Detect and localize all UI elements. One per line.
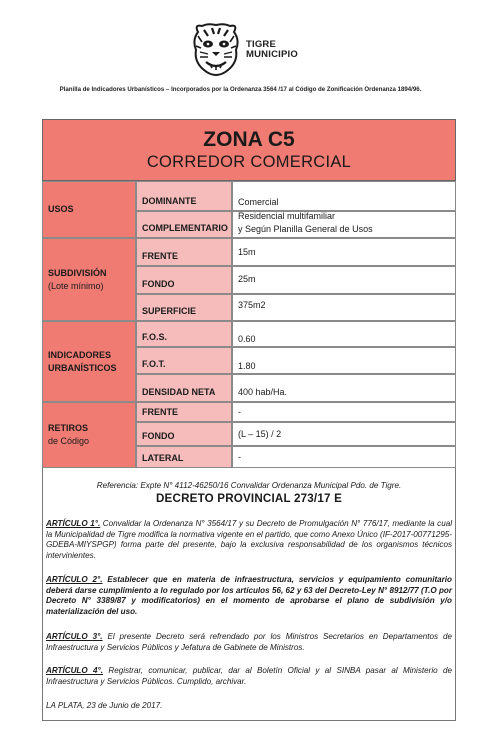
referencia-text: Referencia: Expte N° 4112-46250/16 Convalidar Ordenanza Municipal Pdo. de Tigre. [96, 481, 402, 490]
complementario-line-1: Residencial multifamiliar [238, 211, 336, 221]
group-label: INDICADORES [48, 349, 112, 360]
articulo-4-text: Registrar, comunicar, publicar, dar al Boletín Oficial y al SINBA pasar al Ministerio de Infraestructura y Servicios Públicos. Cumplido, archivar. [46, 666, 452, 686]
articulo-4 [46, 666, 452, 687]
zone-subtitle: CORREDOR COMERCIAL [146, 153, 352, 171]
zone-banner [42, 119, 456, 181]
articulo-1-head: ARTÍCULO 1°. [46, 519, 101, 528]
row-label-superficie: SUPERFICIE [136, 294, 232, 321]
row-value-retiro-lateral: - [232, 446, 456, 468]
row-value-fot: 1.80 [232, 347, 456, 374]
document-header [0, 0, 481, 82]
firma-fecha: LA PLATA, 23 de Junio de 2017. [46, 701, 163, 710]
row-value-superficie: 375m2 [232, 294, 456, 321]
municipality-line-1: TIGRE [246, 39, 277, 50]
group-label-2: URBANÍSTICOS [48, 362, 117, 373]
row-value-fos: 0.60 [232, 321, 456, 347]
group-retiros [42, 402, 136, 468]
row-label-retiro-lateral: LATERAL [136, 446, 232, 468]
tiger-logo-icon [190, 22, 242, 76]
row-label-fos: F.O.S. [136, 321, 232, 347]
group-label: RETIROS [48, 423, 89, 433]
articulo-2 [46, 575, 452, 617]
row-label-retiro-fondo: FONDO [136, 422, 232, 446]
articulo-3-text: El presente Decreto será refrendado por los Ministros Secretarios en Departamentos de Infraestructura y Servicios Públicos y Jefatura de Gabinete de Ministros. [46, 632, 452, 652]
articulo-3-head: ARTÍCULO 3°. [46, 632, 103, 641]
articulo-2-head: ARTÍCULO 2°. [46, 575, 103, 584]
zone-title: ZONA C5 [203, 128, 295, 151]
row-value-retiro-fondo: (L – 15) / 2 [232, 422, 456, 446]
municipality-line-2: MUNICIPIO [246, 49, 298, 60]
row-value-densidad: 400 hab/Ha. [232, 374, 456, 402]
group-label: USOS [48, 204, 74, 214]
row-value-complementario [232, 211, 456, 238]
articulo-2-text: Establecer que en materia de infraestructura, servicios y equipamiento comunitario deberá darse cumplimiento a lo regulado por los artículos 56, 62 y 63 del Decreto-Ley N° 8912/77 (T.O por Decreto N° 3389/87 y modificatorios) en el momento de aprobarse el plano de subdivisión y/o materialización del uso. [46, 575, 453, 616]
articulo-3 [46, 632, 452, 653]
group-subdivision [42, 238, 136, 321]
row-label-dominante: DOMINANTE [136, 181, 232, 211]
row-label-retiro-frente: FRENTE [136, 402, 232, 422]
row-label-fot: F.O.T. [136, 347, 232, 374]
row-value-dominante: Comercial [232, 181, 456, 211]
group-sublabel: (Lote mínimo) [48, 280, 104, 291]
row-value-frente: 15m [232, 238, 456, 266]
decreto-title: DECRETO PROVINCIAL 273/17 E [155, 492, 343, 505]
group-sublabel: de Código [48, 436, 90, 446]
complementario-line-2: y Según Planilla General de Usos [238, 224, 373, 234]
row-label-densidad: DENSIDAD NETA [136, 374, 232, 402]
group-indicadores [42, 321, 136, 402]
group-label: SUBDIVISIÓN [48, 267, 107, 278]
articulo-4-head: ARTÍCULO 4°. [46, 666, 104, 675]
row-value-retiro-frente: - [232, 402, 456, 422]
document-subtitle: Planilla de Indicadores Urbanísticos – Incorporados por la Ordenanza 3564 /17 al Código de Zonificación Ordenanza 1894/96. [59, 86, 422, 93]
row-label-complementario: COMPLEMENTARIO [136, 211, 232, 238]
articulo-1-text: Convalidar la Ordenanza N° 3564/17 y su Decreto de Promulgación N° 776/17, mediante la cual la Municipalidad de Tigre modifica la normativa vigente en el partido, que como Anexo Único (IF-2017-00771295-GDEBA-MIYSPGP) forma parte del presente, bajo la exclusiva responsabilidad de los organismos técnicos intervinientes. [46, 519, 452, 560]
municipality-name [246, 40, 298, 60]
row-label-frente: FRENTE [136, 238, 232, 266]
articulo-1 [46, 519, 452, 561]
row-value-fondo: 25m [232, 266, 456, 294]
row-label-fondo: FONDO [136, 266, 232, 294]
group-usos [42, 181, 136, 238]
